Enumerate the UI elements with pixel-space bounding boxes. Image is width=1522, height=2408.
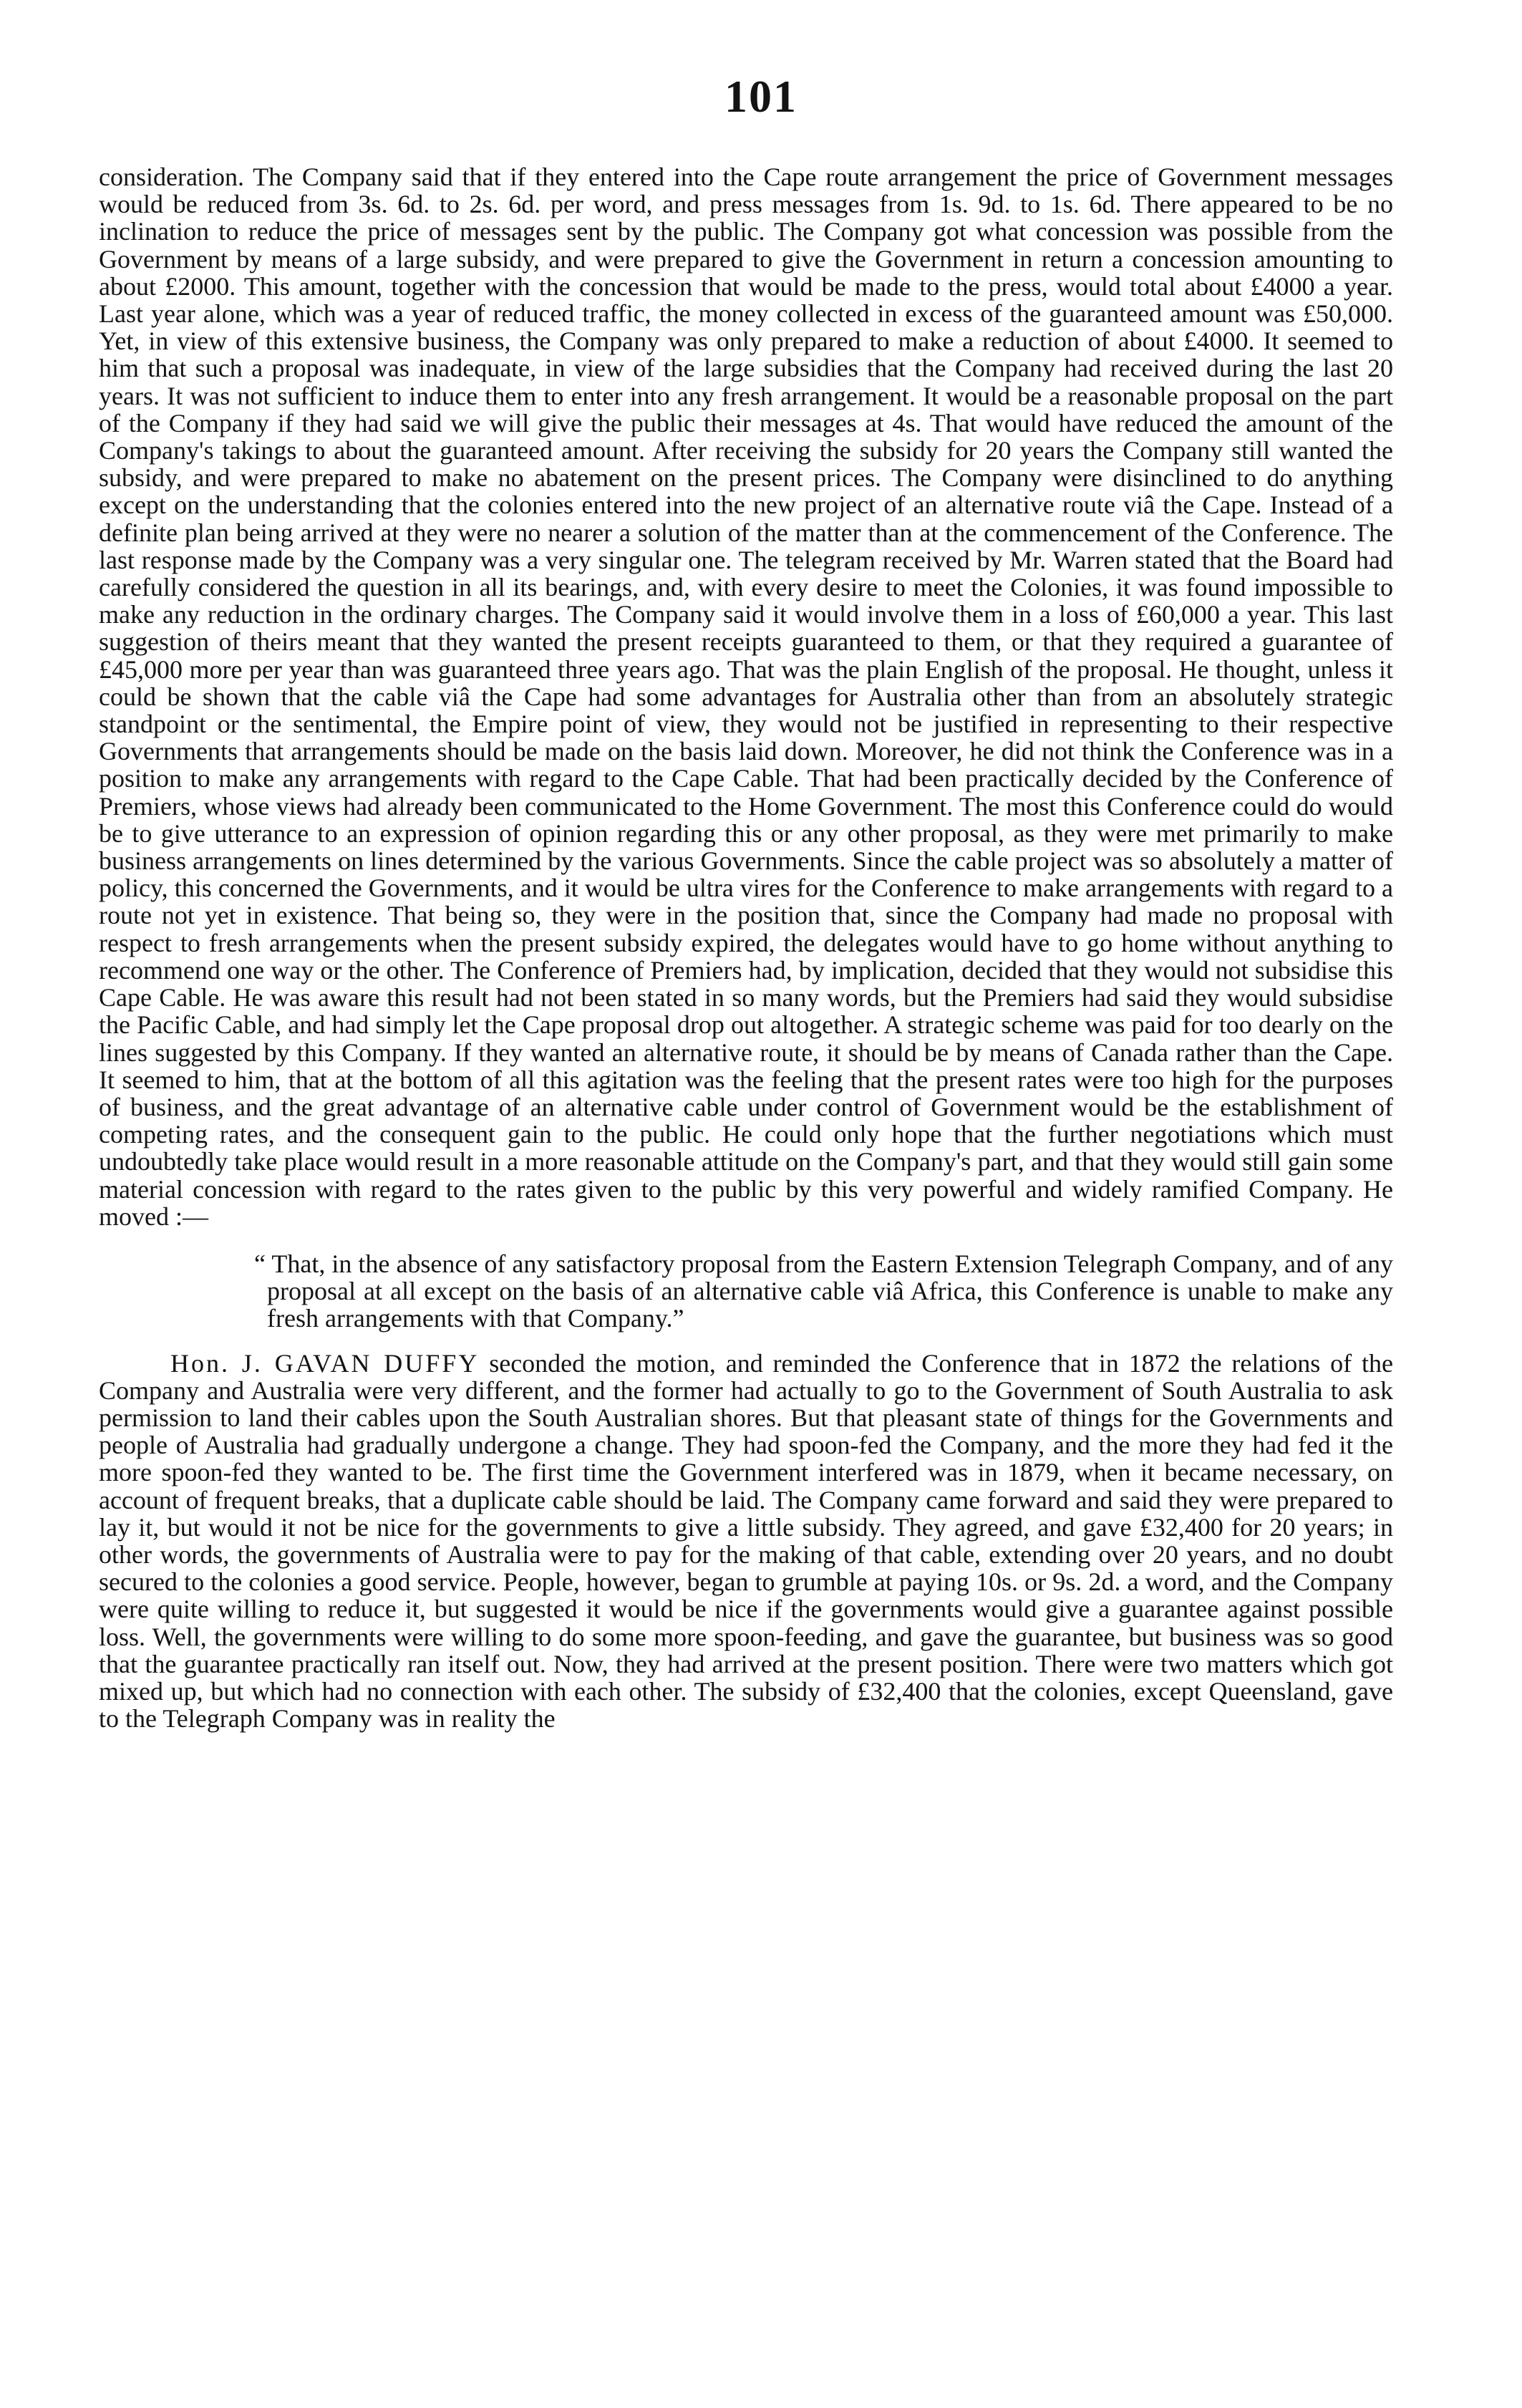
motion-quote-text: “ That, in the absence of any satisfactory proposal from the Eastern Extension Telegraph Company, and of any proposal at all except on the basis of an alternative cable viâ Africa, this Conference is unable to make any fresh arrangements with that Company.” <box>254 1249 1393 1333</box>
paragraph-duffy-text: seconded the motion, and reminded the Conference that in 1872 the relations of the Company and Australia were very different, and the former had actually to go to the Government of South Australia to ask permission to land their cables upon the South Australian shores. But that pleasant state of things for the Governments and people of Australia had gradually undergone a change. They had spoon-fed the Company, and the more they had fed it the more spoon-fed they wanted to be. The first time the Government interfered was in 1879, when it became necessary, on account of frequent breaks, that a duplicate cable should be laid. The Company came forward and said they were prepared to lay it, but would it not be nice for the governments to give a little subsidy. They agreed, and gave £32,400 for 20 years; in other words, the governments of Australia were to pay for the making of that cable, extending over 20 years, and no doubt secured to the colonies a good service. People, however, began to grumble at paying 10s. or 9s. 2d. a word, and the Company were quite willing to reduce it, but suggested it would be nice if the governments would give a guarantee against possible loss. Well, the governments were willing to do some more spoon-feeding, and gave the guarantee, but business was so good that the guarantee practically ran itself out. Now, they had arrived at the present position. There were two matters which got mixed up, but which had no connection with each other. The subsidy of £32,400 that the colonies, except Queensland, gave to the Telegraph Company was in reality the <box>99 1348 1393 1734</box>
page-number: 101 <box>724 71 798 122</box>
speaker-name: Hon. J. GAVAN DUFFY <box>170 1348 480 1378</box>
paragraph-duffy <box>99 1350 1393 1733</box>
motion-quote <box>99 1250 1393 1333</box>
paragraph-continuation: consideration. The Company said that if they entered into the Cape route arrangement the price of Government messages would be reduced from 3s. 6d. to 2s. 6d. per word, and press messages from 1s. 9d. to 1s. 6d. There appeared to be no inclination to reduce the price of messages sent by the public. The Company got what concession was possible from the Government by means of a large subsidy, and were prepared to give the Government in return a concession amounting to about £2000. This amount, together with the concession that would be made to the press, would total about £4000 a year. Last year alone, which was a year of reduced traffic, the money collected in excess of the guaranteed amount was £50,000. Yet, in view of this extensive business, the Company was only prepared to make a reduction of about £4000. It seemed to him that such a proposal was inadequate, in view of the large subsidies that the Company had received during the last 20 years. It was not sufficient to induce them to enter into any fresh arrangement. It would be a reasonable proposal on the part of the Company if they had said we will give the public their messages at 4s. That would have reduced the amount of the Company's takings to about the guaranteed amount. After receiving the subsidy for 20 years the Company still wanted the subsidy, and were prepared to make no abatement on the present prices. The Company were disinclined to do anything except on the understanding that the colonies entered into the new project of an alternative route viâ the Cape. Instead of a definite plan being arrived at they were no nearer a solution of the matter than at the commencement of the Conference. The last response made by the Company was a very singular one. The telegram received by Mr. Warren stated that the Board had carefully considered the question in all its bearings, and, with every desire to meet the Colonies, it was found impossible to make any reduction in the ordinary charges. The Company said it would involve them in a loss of £60,000 a year. This last suggestion of theirs meant that they wanted the present receipts guaranteed to them, or that they required a guarantee of £45,000 more per year than was guaranteed three years ago. That was the plain English of the proposal. He thought, unless it could be shown that the cable viâ the Cape had some advantages for Australia other than from an absolutely strategic standpoint or the sentimental, the Empire point of view, they would not be justified in representing to their respective Governments that arrangements should be made on the basis laid down. Moreover, he did not think the Conference was in a position to make any arrangements with regard to the Cape Cable. That had been practically decided by the Conference of Premiers, whose views had already been communicated to the Home Government. The most this Conference could do would be to give utterance to an expression of opinion regarding this or any other proposal, as they were met primarily to make business arrangements on lines determined by the various Governments. Since the cable project was so absolutely a matter of policy, this concerned the Governments, and it would be ultra vires for the Conference to make arrangements with regard to a route not yet in existence. That being so, they were in the position that, since the Company had made no proposal with respect to fresh arrangements when the present subsidy expired, the delegates would have to go home without anything to recommend one way or the other. The Conference of Premiers had, by implication, decided that they would not subsidise this Cape Cable. He was aware this result had not been stated in so many words, but the Premiers had said they would subsidise the Pacific Cable, and had simply let the Cape proposal drop out altogether. A strategic scheme was paid for too dearly on the lines suggested by this Company. If they wanted an alternative route, it should be by means of Canada rather than the Cape. It seemed to him, that at the bottom of all this agitation was the feeling that the present rates were too high for the purposes of business, and the great advantage of an alternative cable under control of Government would be the establishment of competing rates, and the consequent gain to the public. He could only hope that the further negotiations which must undoubtedly take place would result in a more reasonable attitude on the Company's part, and that they would still gain some material concession with regard to the rates given to the public by this very powerful and widely ramified Company. He moved :— <box>99 163 1393 1231</box>
body-text <box>99 163 1393 1732</box>
